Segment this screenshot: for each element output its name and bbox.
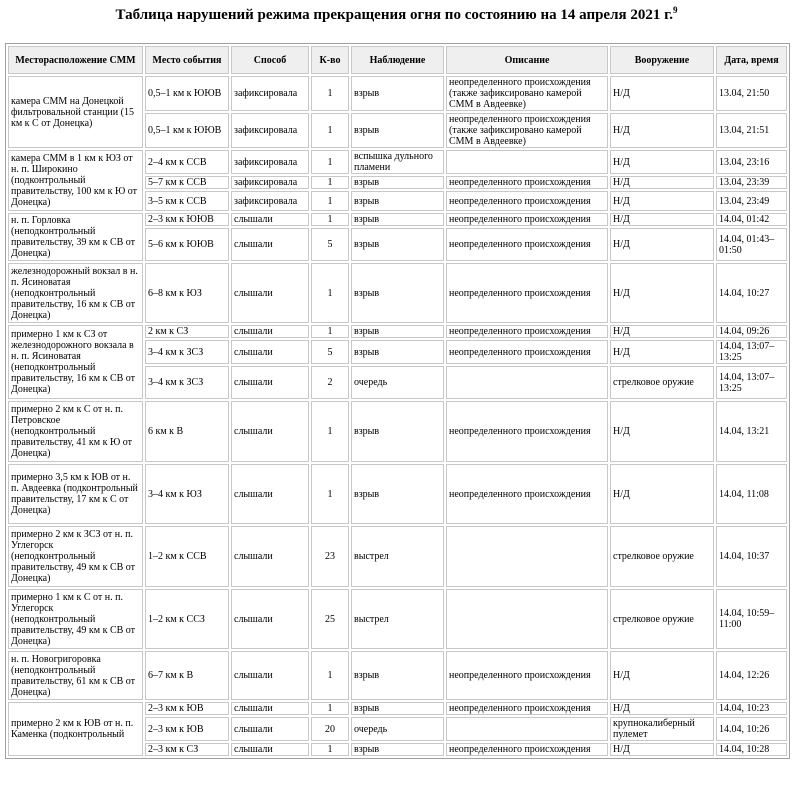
description-cell: неопределенного происхождения <box>446 325 608 338</box>
description-cell: неопределенного происхождения <box>446 401 608 462</box>
weapon-cell: крупнокалиберный пулемет <box>610 717 714 741</box>
method-cell: зафиксировала <box>231 176 309 189</box>
method-cell: зафиксировала <box>231 191 309 211</box>
method-cell: слышали <box>231 589 309 649</box>
title-footnote: 9 <box>673 5 678 15</box>
table-row <box>8 702 787 715</box>
count-cell: 1 <box>311 76 349 111</box>
location-cell: н. п. Новогригоровка (неподконтрольный правительству, 61 км к СВ от Донецка) <box>8 651 143 700</box>
observation-cell: взрыв <box>351 76 444 111</box>
description-cell: неопределенного происхождения <box>446 213 608 226</box>
description-cell: неопределенного происхождения <box>446 176 608 189</box>
datetime-cell: 13.04, 21:50 <box>716 76 787 111</box>
weapon-cell: Н/Д <box>610 464 714 524</box>
place-cell: 3–4 км к ЗСЗ <box>145 340 229 364</box>
observation-cell: взрыв <box>351 702 444 715</box>
observation-cell: очередь <box>351 366 444 399</box>
observation-cell: взрыв <box>351 325 444 338</box>
weapon-cell: стрелковое оружие <box>610 526 714 587</box>
count-cell: 2 <box>311 366 349 399</box>
description-cell <box>446 717 608 741</box>
header-description: Описание <box>446 46 608 74</box>
table-row <box>8 76 787 111</box>
datetime-cell: 14.04, 09:26 <box>716 325 787 338</box>
datetime-cell: 13.04, 23:49 <box>716 191 787 211</box>
weapon-cell: Н/Д <box>610 651 714 700</box>
description-cell: неопределенного происхождения <box>446 263 608 323</box>
header-location: Месторасположение СММ <box>8 46 143 74</box>
count-cell: 1 <box>311 651 349 700</box>
observation-cell: взрыв <box>351 263 444 323</box>
observation-cell: взрыв <box>351 651 444 700</box>
method-cell: слышали <box>231 651 309 700</box>
datetime-cell: 14.04, 10:26 <box>716 717 787 741</box>
location-cell: примерно 2 км к С от н. п. Петровское (неподконтрольный правительству, 41 км к Ю от Донецка) <box>8 401 143 462</box>
table-row <box>8 325 787 338</box>
count-cell: 1 <box>311 464 349 524</box>
datetime-cell: 14.04, 10:27 <box>716 263 787 323</box>
datetime-cell: 14.04, 12:26 <box>716 651 787 700</box>
datetime-cell: 14.04, 13:07–13:25 <box>716 340 787 364</box>
header-datetime: Дата, время <box>716 46 787 74</box>
count-cell: 1 <box>311 150 349 174</box>
count-cell: 23 <box>311 526 349 587</box>
weapon-cell: Н/Д <box>610 263 714 323</box>
observation-cell: взрыв <box>351 228 444 261</box>
weapon-cell: Н/Д <box>610 743 714 756</box>
observation-cell: взрыв <box>351 213 444 226</box>
place-cell: 5–6 км к ЮЮВ <box>145 228 229 261</box>
weapon-cell: Н/Д <box>610 76 714 111</box>
place-cell: 2–3 км к ЮВ <box>145 717 229 741</box>
weapon-cell: Н/Д <box>610 176 714 189</box>
place-cell: 2–3 км к ЮВ <box>145 702 229 715</box>
datetime-cell: 13.04, 23:16 <box>716 150 787 174</box>
count-cell: 1 <box>311 113 349 148</box>
count-cell: 5 <box>311 340 349 364</box>
place-cell: 3–4 км к ЗСЗ <box>145 366 229 399</box>
description-cell: неопределенного происхождения <box>446 702 608 715</box>
location-cell: примерно 1 км к С от н. п. Углегорск (неподконтрольный правительству, 49 км к СВ от Донецка) <box>8 589 143 649</box>
weapon-cell: стрелковое оружие <box>610 589 714 649</box>
method-cell: слышали <box>231 325 309 338</box>
table-row <box>8 150 787 174</box>
title-text: Таблица нарушений режима прекращения огня по состоянию на 14 апреля 2021 г. <box>115 7 673 23</box>
datetime-cell: 14.04, 10:37 <box>716 526 787 587</box>
datetime-cell: 14.04, 11:08 <box>716 464 787 524</box>
weapon-cell: Н/Д <box>610 228 714 261</box>
table-row <box>8 589 787 649</box>
method-cell: слышали <box>231 464 309 524</box>
description-cell <box>446 366 608 399</box>
table-row <box>8 213 787 226</box>
observation-cell: выстрел <box>351 589 444 649</box>
location-cell: примерно 1 км к СЗ от железнодорожного вокзала в н. п. Ясиноватая (неподконтрольный правительству, 16 км к СВ от Донецка) <box>8 325 143 399</box>
description-cell: неопределенного происхождения <box>446 191 608 211</box>
place-cell: 2 км к СЗ <box>145 325 229 338</box>
weapon-cell: Н/Д <box>610 401 714 462</box>
method-cell: слышали <box>231 401 309 462</box>
method-cell: слышали <box>231 263 309 323</box>
place-cell: 3–5 км к ССВ <box>145 191 229 211</box>
count-cell: 1 <box>311 263 349 323</box>
header-count: К-во <box>311 46 349 74</box>
count-cell: 1 <box>311 325 349 338</box>
weapon-cell: Н/Д <box>610 702 714 715</box>
violations-table <box>5 43 790 759</box>
description-cell: неопределенного происхождения <box>446 340 608 364</box>
observation-cell: выстрел <box>351 526 444 587</box>
datetime-cell: 14.04, 13:07–13:25 <box>716 366 787 399</box>
method-cell: слышали <box>231 526 309 587</box>
weapon-cell: Н/Д <box>610 191 714 211</box>
count-cell: 25 <box>311 589 349 649</box>
observation-cell: взрыв <box>351 191 444 211</box>
place-cell: 3–4 км к ЮЗ <box>145 464 229 524</box>
count-cell: 1 <box>311 176 349 189</box>
table-row <box>8 401 787 462</box>
header-weapon: Вооружение <box>610 46 714 74</box>
datetime-cell: 14.04, 01:42 <box>716 213 787 226</box>
place-cell: 6 км к В <box>145 401 229 462</box>
place-cell: 6–7 км к В <box>145 651 229 700</box>
method-cell: слышали <box>231 340 309 364</box>
method-cell: зафиксировала <box>231 113 309 148</box>
description-cell: неопределенного происхождения <box>446 228 608 261</box>
datetime-cell: 13.04, 23:39 <box>716 176 787 189</box>
location-cell: камера СММ в 1 км к ЮЗ от н. п. Широкино (подконтрольный правительству, 100 км к Ю от Донецка) <box>8 150 143 211</box>
table-row <box>8 464 787 524</box>
method-cell: слышали <box>231 743 309 756</box>
method-cell: слышали <box>231 228 309 261</box>
weapon-cell: стрелковое оружие <box>610 366 714 399</box>
method-cell: зафиксировала <box>231 76 309 111</box>
description-cell: неопределенного происхождения (также зафиксировано камерой СММ в Авдеевке) <box>446 113 608 148</box>
weapon-cell: Н/Д <box>610 213 714 226</box>
weapon-cell: Н/Д <box>610 150 714 174</box>
method-cell: слышали <box>231 702 309 715</box>
datetime-cell: 14.04, 10:59–11:00 <box>716 589 787 649</box>
description-cell: неопределенного происхождения <box>446 743 608 756</box>
header-observation: Наблюдение <box>351 46 444 74</box>
observation-cell: взрыв <box>351 113 444 148</box>
datetime-cell: 14.04, 13:21 <box>716 401 787 462</box>
observation-cell: очередь <box>351 717 444 741</box>
table-row <box>8 263 787 323</box>
table-row <box>8 526 787 587</box>
count-cell: 1 <box>311 191 349 211</box>
observation-cell: взрыв <box>351 464 444 524</box>
observation-cell: взрыв <box>351 401 444 462</box>
table-row <box>8 651 787 700</box>
page-title <box>0 5 793 25</box>
place-cell: 1–2 км к ССЗ <box>145 589 229 649</box>
header-method: Способ <box>231 46 309 74</box>
place-cell: 6–8 км к ЮЗ <box>145 263 229 323</box>
place-cell: 2–3 км к ЮЮВ <box>145 213 229 226</box>
datetime-cell: 14.04, 10:28 <box>716 743 787 756</box>
place-cell: 1–2 км к ССВ <box>145 526 229 587</box>
location-cell: примерно 2 км к ЮВ от н. п. Каменка (подконтрольный <box>8 702 143 756</box>
count-cell: 20 <box>311 717 349 741</box>
observation-cell: взрыв <box>351 743 444 756</box>
description-cell <box>446 526 608 587</box>
weapon-cell: Н/Д <box>610 340 714 364</box>
description-cell <box>446 589 608 649</box>
place-cell: 2–3 км к СЗ <box>145 743 229 756</box>
description-cell: неопределенного происхождения <box>446 464 608 524</box>
method-cell: слышали <box>231 717 309 741</box>
count-cell: 1 <box>311 702 349 715</box>
description-cell: неопределенного происхождения (также зафиксировано камерой СММ в Авдеевке) <box>446 76 608 111</box>
datetime-cell: 13.04, 21:51 <box>716 113 787 148</box>
method-cell: зафиксировала <box>231 150 309 174</box>
observation-cell: взрыв <box>351 340 444 364</box>
count-cell: 1 <box>311 213 349 226</box>
description-cell: неопределенного происхождения <box>446 651 608 700</box>
place-cell: 5–7 км к ССВ <box>145 176 229 189</box>
datetime-cell: 14.04, 10:23 <box>716 702 787 715</box>
weapon-cell: Н/Д <box>610 325 714 338</box>
location-cell: примерно 2 км к ЗСЗ от н. п. Углегорск (неподконтрольный правительству, 49 км к СВ от Донецка) <box>8 526 143 587</box>
method-cell: слышали <box>231 213 309 226</box>
location-cell: камера СММ на Донецкой фильтровальной станции (15 км к С от Донецка) <box>8 76 143 148</box>
observation-cell: взрыв <box>351 176 444 189</box>
observation-cell: вспышка дульного пламени <box>351 150 444 174</box>
datetime-cell: 14.04, 01:43–01:50 <box>716 228 787 261</box>
description-cell <box>446 150 608 174</box>
weapon-cell: Н/Д <box>610 113 714 148</box>
header-row <box>8 46 787 74</box>
place-cell: 2–4 км к ССВ <box>145 150 229 174</box>
count-cell: 1 <box>311 401 349 462</box>
count-cell: 1 <box>311 743 349 756</box>
header-place: Место события <box>145 46 229 74</box>
location-cell: железнодорожный вокзал в н. п. Ясиноватая (неподконтрольный правительству, 16 км к СВ от Донецка) <box>8 263 143 323</box>
location-cell: н. п. Горловка (неподконтрольный правительству, 39 км к СВ от Донецка) <box>8 213 143 261</box>
method-cell: слышали <box>231 366 309 399</box>
place-cell: 0,5–1 км к ЮЮВ <box>145 113 229 148</box>
count-cell: 5 <box>311 228 349 261</box>
place-cell: 0,5–1 км к ЮЮВ <box>145 76 229 111</box>
location-cell: примерно 3,5 км к ЮВ от н. п. Авдеевка (подконтрольный правительству, 17 км к С от Донецка) <box>8 464 143 524</box>
